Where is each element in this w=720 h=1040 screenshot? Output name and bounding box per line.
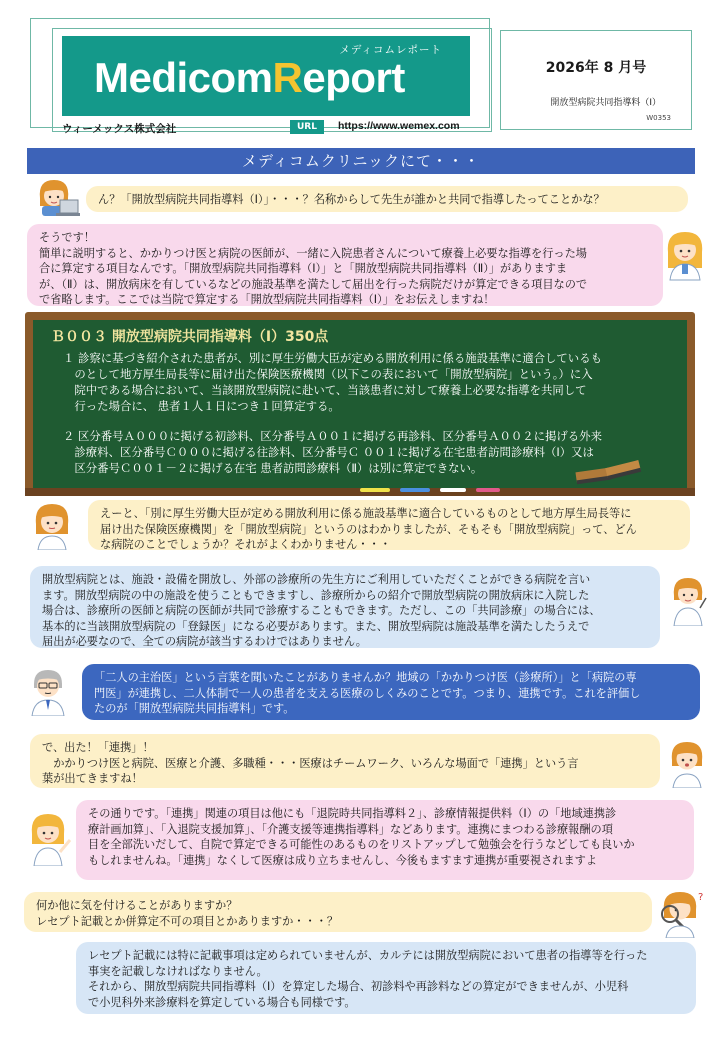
text-line: 療計画加算」、「入退院支援加算」、「介護支援等連携指導料」などあります。連携にまつわる診療報酬の項: [88, 822, 613, 836]
text-line: かかりつけ医と病院、医療と介護、多職種・・・医療はチームワーク、いろんな場面で「連携」という言: [42, 756, 579, 770]
text-line: のとして地方厚生局長等に届け出た保険医療機関（以下この表において「開放型病院」という。）に入: [63, 367, 593, 381]
logo-part-2: eport: [302, 54, 405, 101]
speech-bubble-a5: [76, 942, 696, 1014]
staff-at-laptop-avatar: [34, 176, 82, 222]
text-line: 行った場合に、 患者１人１日につき１回算定する。: [63, 399, 340, 413]
text-line: 院中である場合において、当該開放型病院に赴いて、当該患者に対して療養上必要な指導を共同して: [63, 383, 587, 397]
speech-bubble-a4: [76, 800, 694, 880]
section-title-bar: メディコムクリニックにて・・・: [27, 148, 695, 174]
speech-bubble-q2: [88, 500, 690, 550]
text-line: で、出た！「連携」！: [42, 741, 154, 754]
text-line: ます。開放型病院の中の施設を使うこともできますし、診療所からの紹介で開放型病院の開放病床に入院した: [42, 588, 590, 602]
eraser-icon: [570, 460, 650, 494]
text-line: 合に算定する項目なんです。「開放型病院共同指導料（Ⅰ）」と「開放型病院共同指導料（Ⅱ）」がありますま: [39, 262, 568, 275]
text-line: もしれませんね。「連携」なくして医療は成り立ちませんし、今後もますます連携が重要視されますよ: [88, 853, 598, 867]
chalkboard-title: Ｂ００３ 開放型病院共同指導料（Ⅰ）350点: [51, 329, 329, 345]
surprised-staff-avatar: [666, 738, 708, 792]
text-line: 簡単に説明すると、かかりつけ医と病院の医師が、一緒に入院患者さんについて療養上必要な指導を行った場: [39, 246, 587, 260]
white-chalk-icon: [440, 488, 466, 492]
text-line: その通りです。「連携」関連の項目は他にも「退院時共同指導料２」、診療情報提供料（Ⅰ）の「地域連携診: [88, 807, 617, 820]
text-line: レセプト記載には特に記載事項は定められていませんが、カルテには開放型病院において患者の指導等を行った: [88, 949, 648, 962]
text-line: 「二人の主治医」という言葉を聞いたことがありませんか？地域の「かかりつけ医（診療所）」と「病院の専: [94, 671, 637, 684]
text-line: 基本的に当該開放型病院の「登録医」になる必要があります。また、開放型病院は施設基準を満たしたうえで: [42, 619, 590, 633]
text-line: 何か他に気を付けることがありますか？: [36, 899, 238, 912]
female-clerk-avatar: [30, 500, 74, 554]
logo-wordmark: [94, 54, 405, 102]
pink-chalk-icon: [476, 488, 500, 492]
text-line: レセプト記載とか併算定不可の項目とかありますか・・・？: [36, 914, 339, 928]
issue-info-box: [500, 30, 692, 130]
text-line: それから、開放型病院共同指導料（Ⅰ）を算定した場合、初診料や再診料などの算定ができませんが、小児科: [88, 980, 629, 993]
text-line: そうです！: [39, 231, 95, 244]
speech-bubble-q1: [86, 186, 688, 212]
speech-bubble-a2: [30, 566, 660, 648]
text-line: で省略します。ここでは当院で算定する「開放型病院共同指導料（Ⅰ）」をお伝えしますね！: [39, 293, 495, 306]
text-line: １ 診察に基づき紹介された患者が、別に厚生労働大臣が定める開放利用に係る施設基準に適合しているも: [63, 351, 602, 365]
text-line: で小児科外来診療料を算定している場合も同様です。: [88, 995, 356, 1009]
chalkboard-item-2: [63, 428, 602, 476]
speech-bubble-a3: [82, 664, 700, 720]
text-line: 場合は、診療所の医師と病院の医師が共同で診療することもできます。ただし、この「共同診療」の場合には、: [42, 604, 601, 617]
magnifier-staff-avatar: [656, 888, 708, 942]
text-line: 届け出た保険医療機関」を「開放型病院」というのはわかりましたが、そもそも「開放型病院」って、どん: [100, 522, 637, 536]
text-line: 届出が必要なので、全ての病院が該当するわけではありません。: [42, 635, 367, 648]
text-line: たのが「開放型病院共同指導料」です。: [94, 702, 295, 715]
yellow-chalk-icon: [360, 488, 390, 492]
logo-accent-letter: R: [272, 54, 303, 101]
issue-date: 2026年 8 月号: [545, 60, 647, 76]
text-line: 開放型病院とは、施設・設備を開放し、外部の診療所の先生方にご利用していただくことができる病院を言い: [42, 573, 591, 586]
text-line: 葉が出てきますね！: [42, 772, 143, 785]
text-line: 区分番号Ｃ００１－２に掲げる在宅 患者訪問診療料（Ⅱ）は別に算定できない。: [63, 461, 483, 475]
text-line: ２ 区分番号Ａ０００に掲げる初診料、区分番号Ａ００１に掲げる再診料、区分番号Ａ００２に掲げる外来: [63, 429, 602, 443]
pointing-teacher-avatar: [24, 810, 72, 870]
company-name: ウィーメックス株式会社: [62, 123, 177, 135]
svg-text:?: ?: [698, 892, 704, 903]
url-tag: URL: [290, 120, 324, 134]
text-line: 診療料、区分番号Ｃ０００に掲げる往診料、区分番号Ｃ ００１に掲げる在宅患者訪問診療料（Ⅰ）又は: [63, 445, 594, 459]
logo-subtitle: メディコムレポート: [339, 44, 442, 56]
text-line: が、（Ⅱ）は、開放病床を有しているなどの施設基準を満たして届出を行った病院だけが算定できる項目なので: [39, 277, 588, 291]
text-line: 事実を記載しなければなりません。: [88, 964, 268, 978]
female-staff-avatar: [664, 228, 706, 286]
speech-bubble-a1: [27, 224, 663, 306]
website-link[interactable]: https://www.wemex.com: [338, 120, 460, 132]
elderly-doctor-avatar: [26, 664, 70, 720]
text-line: えーと、「別に厚生労働大臣が定める開放利用に係る施設基準に適合しているものとして地方厚生局長等に: [100, 507, 632, 520]
text-line: 目を全部洗いだして、自院で算定できる可能性のあるものをリストアップして勉強会を行うなどしても良いか: [88, 838, 635, 851]
text-line: ん？「開放型病院共同指導料（Ⅰ）」・・・？名称からして先生が誰かと共同で指導したってことかな？: [98, 193, 605, 206]
issue-topic: 開放型病院共同指導料（Ⅰ）: [550, 98, 661, 108]
speech-bubble-q3: [30, 734, 660, 788]
blue-chalk-icon: [400, 488, 430, 492]
text-line: な病院のことでしょうか？それがよくわかりません・・・: [100, 538, 391, 551]
chalkboard-item-1: [63, 350, 602, 414]
female-teacher-avatar: [668, 574, 708, 630]
speech-bubble-q4: [24, 892, 652, 932]
logo-banner: [62, 36, 470, 116]
logo-part-1: Medicom: [94, 54, 273, 101]
text-line: 門医」が連携し、二人体制で一人の患者を支える医療のしくみのことです。つまり、連携です。これを評価し: [94, 686, 641, 700]
document-code: W0353: [646, 114, 671, 122]
